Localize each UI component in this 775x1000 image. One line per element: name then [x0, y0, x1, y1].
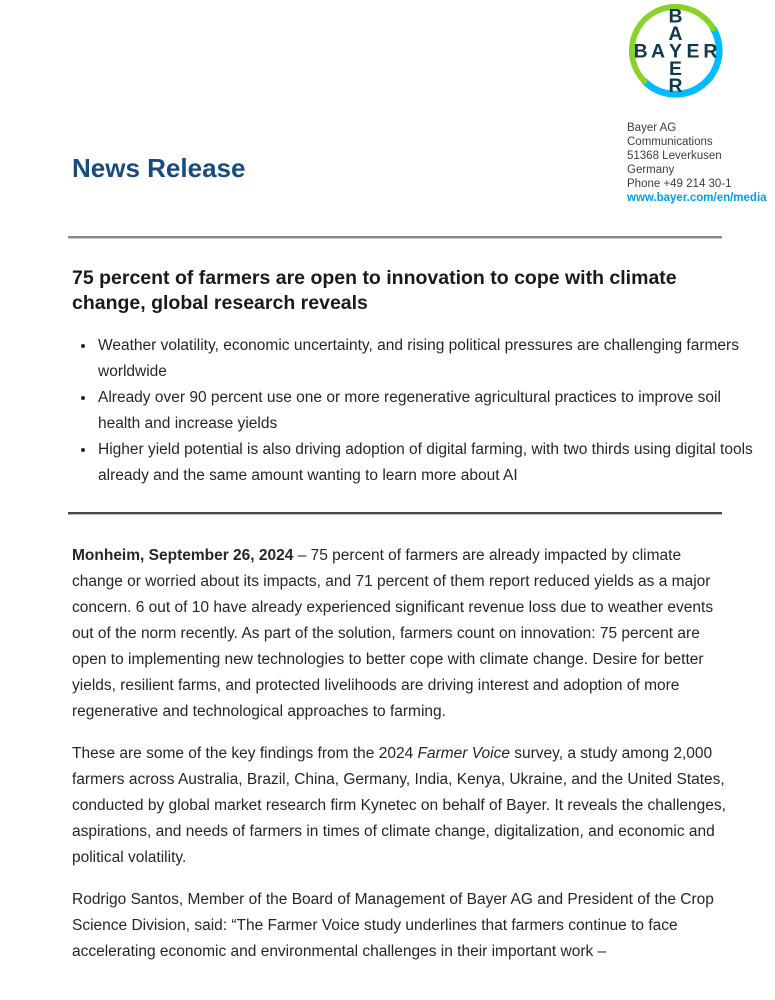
paragraph-text: – 75 percent of farmers are already impacted by climate change or worried about its impacts, and 71 percent of them report reduced yields as a major concern. 6 out of 10 have already experienced significant revenue loss due to weather events out of the norm recently. As part of the solution, farmers count on innovation: 75 percent are open to implementing new technologies to better cope with climate change. Desire for better yields, resilient farms, and protected livelihoods are driving interest and adoption of more regenerative and technological approaches to farming.: [72, 547, 714, 720]
key-findings-list: [72, 333, 754, 489]
paragraph-text: survey, a study among 2,000 farmers across Australia, Brazil, China, Germany, India, Kenya, Ukraine, and the United States, conducted by global market research firm Kynetec on behalf of Bayer. It reveals the challenges, aspirations, and needs of farmers in times of climate change, digitalization, and economic and political volatility.: [72, 745, 726, 866]
key-finding-item: • Already over 90 percent use one or more regenerative agricultural practices to improve soil health and increase yields: [96, 385, 754, 437]
contact-block: [627, 121, 772, 205]
divider-top: [68, 236, 722, 239]
logo-letter: E: [669, 57, 682, 80]
logo-letter: R: [703, 40, 718, 63]
logo-letter: A: [651, 40, 666, 63]
article-body: [72, 543, 730, 965]
media-site-link[interactable]: www.bayer.com/en/media: [627, 192, 767, 204]
logo-letter: E: [686, 40, 700, 63]
article-headline: 75 percent of farmers are open to innovation to cope with climate change, global research reveals: [72, 267, 677, 314]
logo-letter: Y: [669, 40, 682, 63]
paragraph-quote: Rodrigo Santos, Member of the Board of Management of Bayer AG and President of the Crop Science Division, said: “The Farmer Voice study underlines that farmers continue to face accelerating economic and environmental challenges in their important work –: [72, 891, 714, 960]
survey-name-italic: Farmer Voice: [417, 745, 510, 762]
contact-line-postal: 51368 Leverkusen: [627, 150, 722, 162]
key-finding-item: • Higher yield potential is also driving adoption of digital farming, with two thirds using digital tools already and the same amount wanting to learn more about AI: [96, 437, 754, 489]
divider-body: [68, 512, 722, 515]
logo-letter: B: [633, 40, 648, 63]
contact-line-country: Germany: [627, 164, 675, 176]
dateline: Monheim, September 26, 2024: [72, 547, 294, 564]
key-finding-item: • Weather volatility, economic uncertainty, and rising political pressures are challenging farmers worldwide: [96, 333, 754, 385]
contact-line-phone: Phone +49 214 30-1: [627, 178, 732, 190]
paragraph-survey: [72, 741, 730, 871]
logo-letter: B: [668, 5, 683, 28]
paragraph-dateline: [72, 543, 730, 725]
logo-letter: R: [668, 75, 683, 98]
bayer-logo-icon: [627, 2, 724, 99]
logo-letter: A: [668, 22, 683, 45]
paragraph-text: These are some of the key findings from the 2024: [72, 745, 418, 762]
page-title: News Release: [72, 153, 246, 183]
contact-line-department: Communications: [627, 136, 713, 148]
contact-line-company: Bayer AG: [627, 122, 677, 134]
